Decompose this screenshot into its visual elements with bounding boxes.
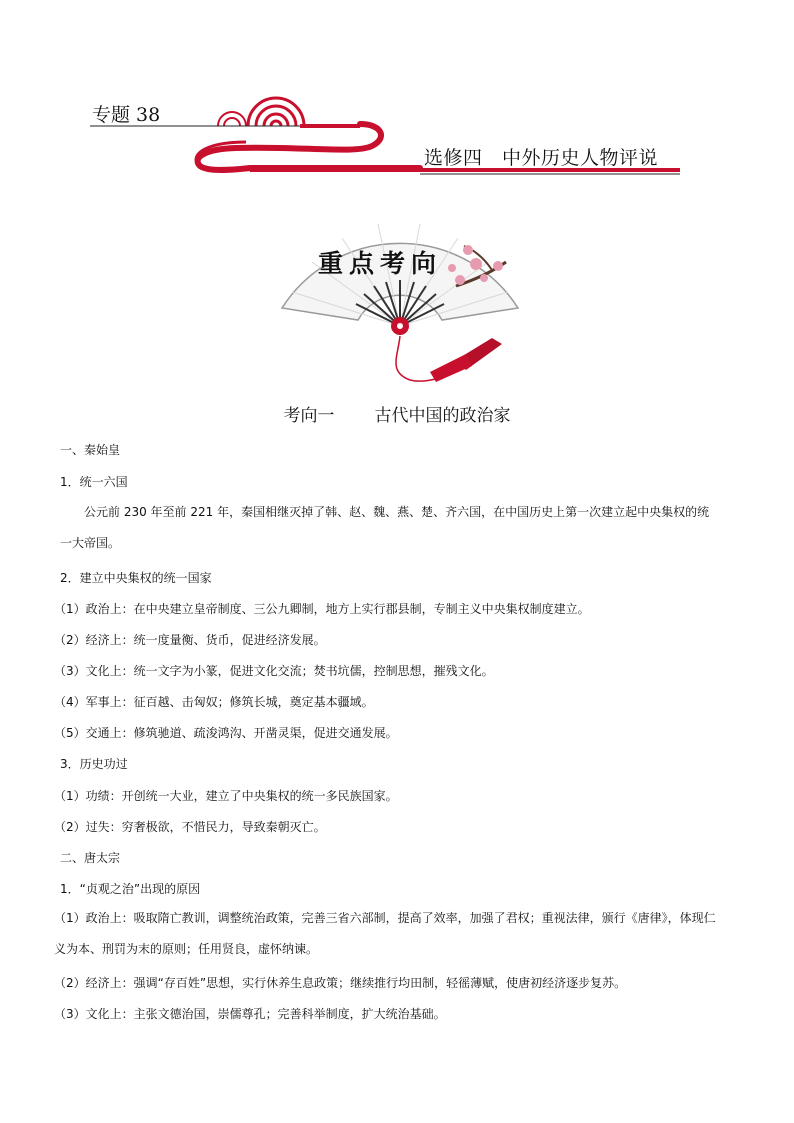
item-culture: （3）文化上：统一文字为小篆，促进文化交流；焚书坑儒，控制思想，摧残文化。	[54, 664, 494, 678]
header-decoration	[0, 0, 794, 190]
section-name: 古代中国的政治家	[374, 406, 511, 426]
item-zhenguan-culture: （3）文化上：主张文德治国，崇儒尊孔；完善科举制度，扩大统治基础。	[54, 1007, 446, 1021]
page-header	[0, 0, 794, 190]
topic-label: 专题 38	[92, 104, 161, 126]
subheading-unify: 1．统一六国	[60, 475, 128, 489]
item-zhenguan-economy: （2）经济上：强调“存百姓”思想，实行休养生息政策；继续推行均田制，轻徭薄赋，使唐初经济逐步复苏。	[54, 976, 627, 990]
paragraph-unify: 公元前 230 年至前 221 年，秦国相继灭掉了韩、赵、魏、燕、楚、齐六国，在中国历史上第一次建立起中央集权的统一大帝国。	[60, 505, 710, 550]
item-zhenguan-politics: （1）政治上：吸取隋亡教训，调整统治政策，完善三省六部制，提高了效率，加强了君权；重视法律，颁行《唐律》，体现仁义为本、刑罚为末的原则；任用贤良，虚怀纳谏。	[54, 911, 716, 956]
fan-illustration	[270, 200, 530, 390]
item-faults: （2）过失：穷奢极欲，不惜民力，导致秦朝灭亡。	[54, 820, 326, 834]
section-prefix: 考向一	[283, 406, 335, 426]
heading-qin: 一、秦始皇	[60, 443, 121, 457]
item-achievements: （1）功绩：开创统一大业，建立了中央集权的统一多民族国家。	[54, 789, 398, 803]
section-title	[0, 404, 794, 428]
subheading-zhenguan: 1．“贞观之治”出现的原因	[60, 882, 201, 896]
item-transport: （5）交通上：修筑驰道、疏浚鸿沟、开凿灵渠，促进交通发展。	[54, 726, 398, 740]
item-military: （4）军事上：征百越、击匈奴；修筑长城，奠定基本疆域。	[54, 695, 374, 709]
heading-taizong: 二、唐太宗	[60, 851, 121, 865]
subheading-central: 2．建立中央集权的统一国家	[60, 571, 212, 585]
item-economy: （2）经济上：统一度量衡、货币，促进经济发展。	[54, 633, 326, 647]
fan-caption: 重点考向	[318, 249, 443, 278]
item-politics: （1）政治上：在中央建立皇帝制度、三公九卿制，地方上实行郡县制，专制主义中央集权制度建立。	[54, 602, 590, 616]
subheading-merits: 3．历史功过	[60, 757, 128, 771]
subject-title: 选修四 中外历史人物评说	[424, 147, 659, 169]
